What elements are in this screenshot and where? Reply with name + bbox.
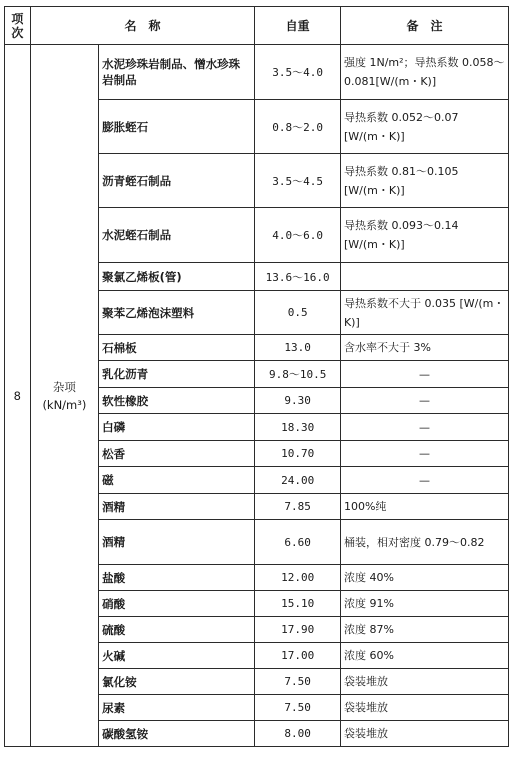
remark-cell — [340, 263, 508, 291]
remark-cell: 袋装堆放 — [340, 721, 508, 747]
self-weight-value: 6.60 — [255, 520, 341, 565]
material-name: 火碱 — [99, 643, 255, 669]
header-weight: 自重 — [255, 7, 341, 45]
remark-cell: 浓度 87% — [340, 617, 508, 643]
self-weight-value: 4.0～6.0 — [255, 208, 341, 263]
remark-cell: — — [340, 441, 508, 467]
self-weight-value: 10.70 — [255, 441, 341, 467]
self-weight-value: 13.0 — [255, 335, 341, 361]
remark-cell: 浓度 91% — [340, 591, 508, 617]
material-name: 石棉板 — [99, 335, 255, 361]
material-name: 水泥珍珠岩制品、憎水珍珠岩制品 — [99, 45, 255, 100]
material-name: 膨胀蛭石 — [99, 100, 255, 154]
remark-cell: 含水率不大于 3% — [340, 335, 508, 361]
self-weight-value: 8.00 — [255, 721, 341, 747]
remark-cell: — — [340, 388, 508, 414]
material-name: 软性橡胶 — [99, 388, 255, 414]
self-weight-value: 3.5～4.5 — [255, 154, 341, 208]
remark-cell: 100%纯 — [340, 494, 508, 520]
self-weight-value: 12.00 — [255, 565, 341, 591]
category-label: 杂项 — [52, 379, 76, 394]
table-body — [5, 45, 509, 747]
material-weight-table — [4, 6, 509, 747]
self-weight-value: 3.5～4.0 — [255, 45, 341, 100]
material-name: 酒精 — [99, 494, 255, 520]
material-name: 尿素 — [99, 695, 255, 721]
remark-cell: 浓度 60% — [340, 643, 508, 669]
self-weight-value: 7.50 — [255, 695, 341, 721]
material-name: 酒精 — [99, 520, 255, 565]
header-note: 备 注 — [340, 7, 508, 45]
category-unit: (kN/m³) — [42, 397, 87, 412]
remark-cell: — — [340, 414, 508, 441]
self-weight-value: 0.8～2.0 — [255, 100, 341, 154]
category-cell — [30, 45, 98, 747]
self-weight-value: 0.5 — [255, 291, 341, 335]
remark-cell: 导热系数不大于 0.035 [W/(m・K)] — [340, 291, 508, 335]
remark-cell: 袋装堆放 — [340, 669, 508, 695]
remark-cell: 桶装，相对密度 0.79～0.82 — [340, 520, 508, 565]
self-weight-value: 17.90 — [255, 617, 341, 643]
material-name: 聚氯乙烯板(管) — [99, 263, 255, 291]
material-name: 氯化铵 — [99, 669, 255, 695]
material-name: 白磷 — [99, 414, 255, 441]
material-name: 乳化沥青 — [99, 361, 255, 388]
self-weight-value: 18.30 — [255, 414, 341, 441]
remark-cell: 导热系数 0.093～0.14 [W/(m・K)] — [340, 208, 508, 263]
material-name: 磁 — [99, 467, 255, 494]
header-row — [5, 7, 509, 45]
item-number: 8 — [5, 45, 31, 747]
header-name: 名 称 — [30, 7, 255, 45]
self-weight-value: 13.6～16.0 — [255, 263, 341, 291]
material-name: 水泥蛭石制品 — [99, 208, 255, 263]
remark-cell: 浓度 40% — [340, 565, 508, 591]
table-row — [5, 45, 509, 100]
material-name: 硫酸 — [99, 617, 255, 643]
material-name: 盐酸 — [99, 565, 255, 591]
self-weight-value: 24.00 — [255, 467, 341, 494]
material-name: 聚苯乙烯泡沫塑料 — [99, 291, 255, 335]
self-weight-value: 7.50 — [255, 669, 341, 695]
remark-cell: — — [340, 467, 508, 494]
self-weight-value: 7.85 — [255, 494, 341, 520]
material-name: 沥青蛭石制品 — [99, 154, 255, 208]
material-name: 碳酸氢铵 — [99, 721, 255, 747]
header-item-no: 项次 — [5, 7, 31, 45]
self-weight-value: 9.8～10.5 — [255, 361, 341, 388]
remark-cell: 导热系数 0.052～0.07 [W/(m・K)] — [340, 100, 508, 154]
material-name: 硝酸 — [99, 591, 255, 617]
remark-cell: — — [340, 361, 508, 388]
remark-cell: 袋装堆放 — [340, 695, 508, 721]
self-weight-value: 9.30 — [255, 388, 341, 414]
self-weight-value: 15.10 — [255, 591, 341, 617]
material-name: 松香 — [99, 441, 255, 467]
self-weight-value: 17.00 — [255, 643, 341, 669]
remark-cell: 强度 1N/m²；导热系数 0.058～0.081[W/(m・K)] — [340, 45, 508, 100]
remark-cell: 导热系数 0.81～0.105 [W/(m・K)] — [340, 154, 508, 208]
